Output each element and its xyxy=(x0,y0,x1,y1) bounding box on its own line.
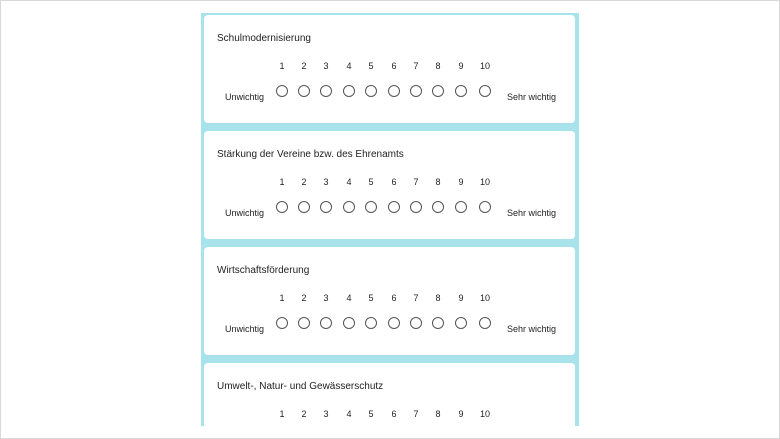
scale-number-1: 1 xyxy=(279,409,285,419)
radio-option-5[interactable] xyxy=(365,201,377,213)
scale-number-3: 3 xyxy=(323,177,329,187)
radio-option-7[interactable] xyxy=(410,317,422,329)
scale-high-label: Sehr wichtig xyxy=(507,324,557,334)
scale-number-1: 1 xyxy=(279,177,285,187)
radio-option-1[interactable] xyxy=(276,201,288,213)
scale-number-10: 10 xyxy=(479,293,490,303)
scale-number-6: 6 xyxy=(391,177,397,187)
radio-option-6[interactable] xyxy=(388,201,400,213)
radio-option-3[interactable] xyxy=(320,317,332,329)
scale-number-4: 4 xyxy=(346,293,352,303)
radio-option-10[interactable] xyxy=(479,85,491,97)
scale-low-label: Unwichtig xyxy=(225,324,265,334)
scale-number-8: 8 xyxy=(435,177,441,187)
question-card xyxy=(204,15,575,123)
question-card xyxy=(204,363,575,426)
question-title: Schulmodernisierung xyxy=(217,33,311,44)
radio-option-2[interactable] xyxy=(298,201,310,213)
radio-option-10[interactable] xyxy=(479,201,491,213)
radio-option-8[interactable] xyxy=(432,201,444,213)
radio-option-2[interactable] xyxy=(298,85,310,97)
radio-option-6[interactable] xyxy=(388,317,400,329)
scale-number-7: 7 xyxy=(413,409,419,419)
scale-number-8: 8 xyxy=(435,293,441,303)
radio-option-8[interactable] xyxy=(432,85,444,97)
radio-option-4[interactable] xyxy=(343,201,355,213)
scale-number-1: 1 xyxy=(279,293,285,303)
radio-option-9[interactable] xyxy=(455,85,467,97)
radio-option-4[interactable] xyxy=(343,317,355,329)
radio-option-3[interactable] xyxy=(320,201,332,213)
scale-number-5: 5 xyxy=(368,409,374,419)
scale-number-7: 7 xyxy=(413,61,419,71)
radio-option-1[interactable] xyxy=(276,317,288,329)
radio-option-1[interactable] xyxy=(276,85,288,97)
radio-option-4[interactable] xyxy=(343,85,355,97)
scale-number-2: 2 xyxy=(301,409,307,419)
scale-number-10: 10 xyxy=(479,177,490,187)
radio-option-10[interactable] xyxy=(479,317,491,329)
scale-number-3: 3 xyxy=(323,409,329,419)
scale-number-8: 8 xyxy=(435,409,441,419)
question-title: Stärkung der Vereine bzw. des Ehrenamts xyxy=(217,149,404,160)
scale-number-6: 6 xyxy=(391,293,397,303)
radio-option-7[interactable] xyxy=(410,85,422,97)
scale-number-4: 4 xyxy=(346,61,352,71)
scale-number-5: 5 xyxy=(368,177,374,187)
scale-high-label: Sehr wichtig xyxy=(507,208,557,218)
scale-number-6: 6 xyxy=(391,61,397,71)
scale-number-6: 6 xyxy=(391,409,397,419)
scale-number-4: 4 xyxy=(346,177,352,187)
radio-option-8[interactable] xyxy=(432,317,444,329)
question-card xyxy=(204,247,575,355)
radio-option-3[interactable] xyxy=(320,85,332,97)
scale-high-label: Sehr wichtig xyxy=(507,92,557,102)
radio-option-9[interactable] xyxy=(455,317,467,329)
scale-number-2: 2 xyxy=(301,61,307,71)
question-title: Wirtschaftsförderung xyxy=(217,265,310,276)
scale-number-1: 1 xyxy=(279,61,285,71)
scale-number-5: 5 xyxy=(368,61,374,71)
scale-number-10: 10 xyxy=(479,61,490,71)
scale-number-9: 9 xyxy=(458,409,464,419)
scale-number-2: 2 xyxy=(301,293,307,303)
scale-number-9: 9 xyxy=(458,177,464,187)
radio-option-6[interactable] xyxy=(388,85,400,97)
scale-number-7: 7 xyxy=(413,293,419,303)
radio-option-5[interactable] xyxy=(365,85,377,97)
scale-low-label: Unwichtig xyxy=(225,208,265,218)
scale-number-3: 3 xyxy=(323,293,329,303)
scale-number-9: 9 xyxy=(458,61,464,71)
question-card xyxy=(204,131,575,239)
radio-option-2[interactable] xyxy=(298,317,310,329)
scale-number-8: 8 xyxy=(435,61,441,71)
radio-option-7[interactable] xyxy=(410,201,422,213)
scale-number-5: 5 xyxy=(368,293,374,303)
question-title: Umwelt-, Natur- und Gewässerschutz xyxy=(217,381,384,392)
survey-form xyxy=(201,13,579,426)
radio-option-5[interactable] xyxy=(365,317,377,329)
scale-number-4: 4 xyxy=(346,409,352,419)
scale-number-9: 9 xyxy=(458,293,464,303)
scale-low-label: Unwichtig xyxy=(225,92,265,102)
scale-number-10: 10 xyxy=(479,409,490,419)
scale-number-2: 2 xyxy=(301,177,307,187)
scale-number-3: 3 xyxy=(323,61,329,71)
radio-option-9[interactable] xyxy=(455,201,467,213)
scale-number-7: 7 xyxy=(413,177,419,187)
